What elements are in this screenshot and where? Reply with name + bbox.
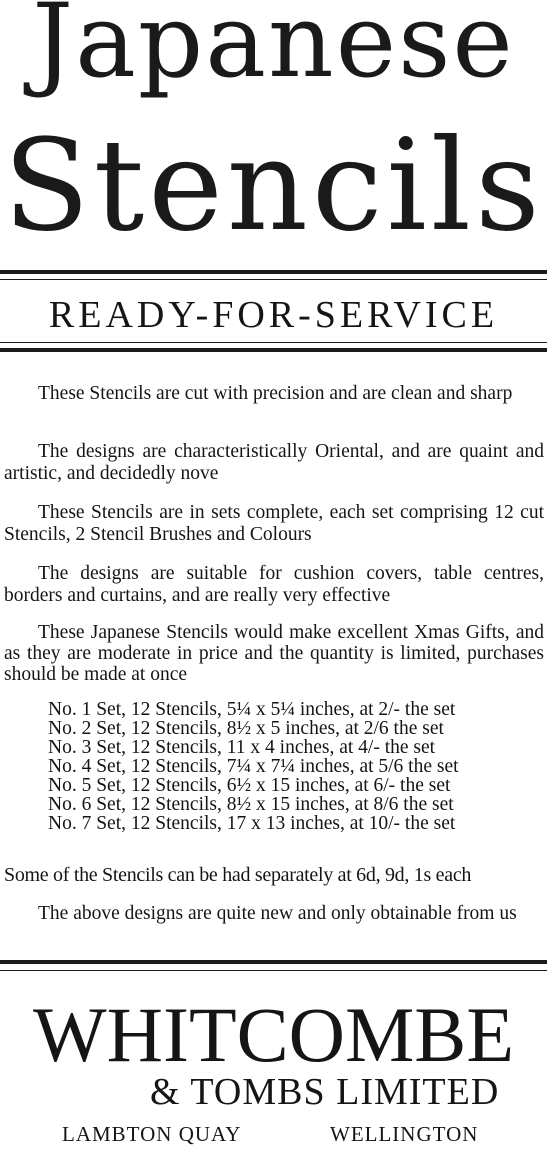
paragraph-oriental: The designs are characteristically Oriental, and are quaint and artistic, and decidedly nove (4, 441, 544, 484)
price-list-item: No. 2 Set, 12 Stencils, 8½ x 5 inches, at 2/6 the set (48, 718, 444, 739)
title-japanese: Japanese (32, 0, 515, 101)
price-list-item: No. 3 Set, 12 Stencils, 11 x 4 inches, at 4/- the set (48, 737, 436, 758)
address-city: WELLINGTON (330, 1122, 479, 1146)
price-list-item: No. 5 Set, 12 Stencils, 6½ x 15 inches, at 6/- the set (48, 775, 451, 796)
paragraph-suitable: The designs are suitable for cushion covers, table centres, borders and curtains, and are really very effective (4, 563, 544, 606)
price-list-item: No. 1 Set, 12 Stencils, 5¼ x 5¼ inches, at 2/- the set (48, 699, 456, 720)
subtitle-ready-for-service: READY-FOR-SERVICE (48, 294, 499, 336)
address-street: LAMBTON QUAY (62, 1122, 242, 1146)
price-list (48, 700, 459, 833)
paragraph-sets-complete: These Stencils are in sets complete, each set comprising 12 cut Stencils, 2 Stencil Brushes and Colours (4, 502, 544, 545)
bottom-rule-thin (0, 970, 547, 971)
price-list-item: No. 7 Set, 12 Stencils, 17 x 13 inches, at 10/- the set (48, 813, 456, 834)
paragraph-xmas-gifts: These Japanese Stencils would make excellent Xmas Gifts, and as they are moderate in price and the quantity is limited, purchases should be made at once (4, 622, 544, 685)
separate-note: Some of the Stencils can be had separately at 6d, 9d, 1s each (4, 864, 472, 886)
paragraph-obtainable: The above designs are quite new and only obtainable from us (38, 903, 517, 924)
top-rule-thin (0, 279, 547, 280)
brand-whitcombe: WHITCOMBE (33, 991, 514, 1078)
title-stencils: Stencils (3, 112, 544, 259)
top-rule-thick (0, 270, 547, 274)
price-list-item: No. 6 Set, 12 Stencils, 8½ x 15 inches, at 8/6 the set (48, 794, 454, 815)
price-list-item: No. 4 Set, 12 Stencils, 7¼ x 7¼ inches, at 5/6 the set (48, 756, 459, 777)
paragraph-precision: These Stencils are cut with precision and are clean and sharp (38, 383, 513, 404)
bottom-rule-thick (0, 960, 547, 964)
mid-rule-thin (0, 342, 547, 343)
brand-tombs-limited: & TOMBS LIMITED (150, 1071, 500, 1113)
mid-rule-thick (0, 348, 547, 352)
